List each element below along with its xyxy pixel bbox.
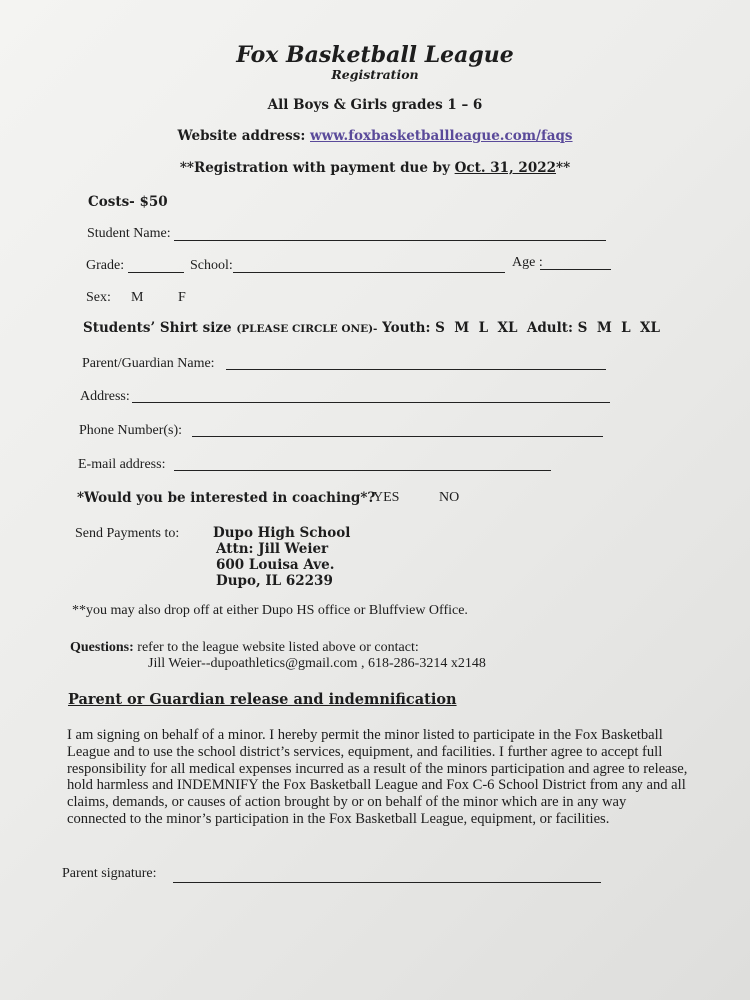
sex-option-f[interactable]: F [178,290,186,305]
phone-label: Phone Number(s): [79,423,183,438]
school-label: School: [190,258,233,273]
grade-label: Grade: [86,258,125,273]
release-body: I am signing on behalf of a minor. I hereby permit the minor listed to participate in the Fox Basketball League and to use the school district’s services, equipment, and facilities. I further agree to accept full responsibility for all medical expenses incurred as a result of the minors participation and agree to release, hold harmless and INDEMNIFY the Fox Basketball League and Fox C-6 School District from any and all claims, demands, or causes of action brought by or on behalf of the minor which are in any way connected to the minor’s participation in the Fox Basketball League, equipment, or facilities. [67,727,688,827]
release-heading: Parent or Guardian release and indemnification [68,691,457,708]
website-label: Website address: [177,128,306,144]
questions-line [70,640,419,656]
coaching-question: *Would you be interested in coaching*? [77,490,376,506]
student-name-field[interactable] [174,239,606,241]
website-line [0,128,750,144]
shirt-size-label: Students’ Shirt size [83,320,232,336]
questions-label: Questions: [70,640,134,655]
sex-option-m[interactable]: M [131,290,144,305]
coaching-no[interactable]: NO [439,490,460,505]
deadline-line [0,160,750,176]
website-link[interactable]: www.foxbasketballleague.com/faqs [310,128,573,144]
age-label: Age : [512,255,543,270]
payment-line-1: Dupo High School [213,525,351,541]
page-subtitle: Registration [331,67,419,82]
signature-label: Parent signature: [62,866,157,881]
page-title: Fox Basketball League [236,42,514,68]
deadline-suffix: ** [556,160,571,176]
student-name-label: Student Name: [87,226,171,241]
shirt-size-options[interactable]: Youth: S M L XL Adult: S M L XL [382,320,661,336]
address-label: Address: [80,389,130,404]
coaching-yes[interactable]: YES [373,490,400,505]
contact-line: Jill Weier--dupoathletics@gmail.com , 618-286-3214 x2148 [148,656,486,671]
payment-label: Send Payments to: [75,526,180,541]
shirt-size-line [83,320,660,336]
deadline-prefix: **Registration with payment due by [179,160,455,176]
costs-label: Costs- $50 [88,194,168,210]
age-field[interactable] [540,268,611,270]
address-field[interactable] [132,401,610,403]
shirt-size-note: (PLEASE CIRCLE ONE)- [236,323,378,335]
parent-name-label: Parent/Guardian Name: [82,356,215,371]
school-field[interactable] [233,271,505,273]
grade-field[interactable] [128,271,184,273]
parent-name-field[interactable] [226,368,606,370]
phone-field[interactable] [192,435,603,437]
dropoff-note: **you may also drop off at either Dupo HS office or Bluffview Office. [72,603,468,618]
email-label: E-mail address: [78,457,166,472]
email-field[interactable] [174,469,551,471]
payment-line-3: 600 Louisa Ave. [216,557,335,573]
sex-label: Sex: [86,290,111,305]
signature-field[interactable] [173,881,601,883]
questions-text: refer to the league website listed above or contact: [137,640,419,655]
payment-line-4: Dupo, IL 62239 [216,573,333,589]
deadline-date: Oct. 31, 2022 [454,160,557,176]
payment-line-2: Attn: Jill Weier [216,541,329,557]
grades-line: All Boys & Girls grades 1 – 6 [267,97,483,113]
